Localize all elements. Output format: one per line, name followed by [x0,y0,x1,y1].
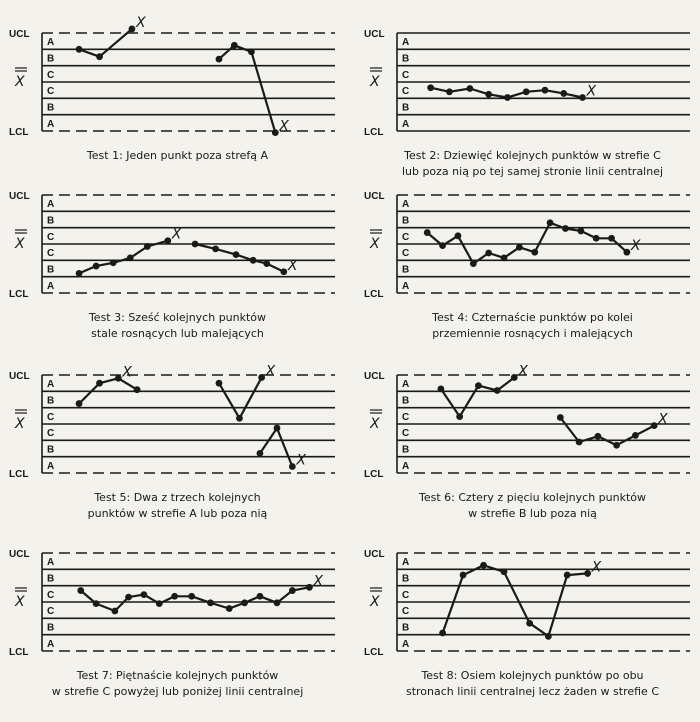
data-point [439,630,446,637]
zone-label-b: B [402,264,410,276]
zone-label-c: C [402,411,410,423]
caption-line: Test 8: Osiem kolejnych punktów po obu [421,669,644,682]
test-4-caption [360,310,700,342]
caption-line: w strefie C powyżej lub poniżej linii centralnej [51,685,304,698]
data-point [289,587,296,594]
data-point [576,439,583,446]
violation-marker: X [279,118,289,135]
center-line-label [369,68,382,90]
caption-line: Test 3: Sześć kolejnych punktów [88,311,267,324]
caption-line: Test 6: Cztery z pięciu kolejnych punktów [419,491,646,504]
lcl-label: LCL [364,289,384,300]
violation-marker: X [287,257,298,274]
zone-label-a: A [47,460,55,472]
zone-label-b: B [47,573,55,585]
data-point [144,243,151,250]
ucl-label: UCL [9,371,30,382]
violation-marker: X [630,238,641,255]
data-point [306,584,313,591]
test-3-chart [5,182,350,302]
caption-line: stale rosnących lub malejących [91,327,264,340]
ucl-label: UCL [364,191,385,202]
data-point [593,235,600,242]
data-point [651,422,658,429]
test-3-caption [5,310,350,342]
violation-marker: X [122,364,132,381]
data-point [526,620,533,627]
zone-label-c: C [402,86,410,98]
center-line-label [369,230,382,252]
test-5-chart [5,362,350,482]
zone-label-a: A [402,37,410,49]
center-line-label [14,410,27,432]
caption-line: stronach linii centralnej lecz żaden w strefie C [405,685,660,698]
zone-label-b: B [402,215,410,227]
caption-line: Test 4: Czternaście punktów po kolei [432,311,633,324]
data-point [439,242,446,249]
data-point [188,593,195,600]
data-point [485,250,492,257]
zone-label-c: C [47,69,55,81]
lcl-label: LCL [9,647,29,658]
zone-label-c: C [47,428,55,440]
data-point [562,225,569,232]
zone-label-a: A [47,118,55,130]
svg-text:X: X [370,74,380,90]
zone-label-c: C [402,428,410,440]
data-point [241,599,248,606]
data-point [557,414,564,421]
violation-marker: X [518,363,528,380]
ucl-label: UCL [9,29,30,40]
violation-marker: X [313,573,323,590]
violation-marker: X [171,226,182,243]
data-point [231,42,238,49]
ucl-label: UCL [9,191,30,202]
violation-marker: X [591,559,602,576]
data-point [164,237,171,244]
svg-text:X: X [15,416,25,432]
lcl-label: LCL [364,647,384,658]
zone-label-c: C [47,606,55,618]
data-series-2 [219,378,262,419]
data-point [446,88,453,95]
data-point [93,263,100,270]
data-point [579,94,586,101]
zone-label-a: A [47,37,55,49]
lcl-label: LCL [9,469,29,480]
data-point [129,26,136,33]
test-6-chart [360,362,700,482]
data-point [577,228,584,235]
data-point [516,244,523,251]
data-point [564,572,571,579]
data-point [427,84,434,91]
zone-label-b: B [47,622,55,634]
zone-label-a: A [402,199,410,211]
lcl-label: LCL [364,127,384,138]
data-point [613,442,620,449]
ucl-label: UCL [364,371,385,382]
data-point [257,450,264,457]
zone-label-a: A [402,460,410,472]
data-point [216,380,223,387]
center-line-label [14,588,27,610]
data-point [250,257,257,264]
data-point [511,374,518,381]
data-point [466,85,473,92]
test-7-caption [5,668,350,700]
data-point [280,268,287,275]
center-line-label [14,230,27,252]
test-8-chart [360,540,700,660]
data-point [523,88,530,95]
data-point [216,56,223,63]
zone-label-a: A [402,557,410,569]
data-point [545,633,552,640]
caption-line: w strefie B lub poza nią [468,507,597,520]
data-point [156,600,163,607]
zone-label-b: B [47,102,55,114]
data-point [424,229,431,236]
ucl-label: UCL [364,549,385,560]
zone-label-a: A [47,199,55,211]
data-series-2 [195,244,284,272]
data-point [236,415,243,422]
svg-text:X: X [370,236,380,252]
violation-marker: X [658,411,668,428]
lcl-label: LCL [9,127,29,138]
zone-label-c: C [402,248,410,260]
data-point [455,232,462,239]
data-point [274,425,281,432]
violation-marker: X [586,83,597,100]
data-point [127,254,134,261]
data-series-1 [79,241,168,274]
zone-label-a: A [402,379,410,391]
zone-label-b: B [47,444,55,456]
data-point [608,235,615,242]
zone-label-a: A [47,280,55,292]
svg-text:X: X [370,416,380,432]
center-line-label [369,410,382,432]
data-point [192,241,199,248]
data-point [76,46,83,53]
data-series-2 [219,45,275,132]
data-point [134,386,141,393]
data-point [207,599,214,606]
test-2-caption [360,148,700,180]
zone-label-c: C [47,231,55,243]
data-point [125,594,132,601]
zone-label-b: B [402,395,410,407]
zone-label-a: A [402,280,410,292]
data-point [248,48,255,55]
caption-line: Test 2: Dziewięć kolejnych punktów w strefie C [404,149,661,162]
test-2-chart [360,20,700,140]
lcl-label: LCL [9,289,29,300]
ucl-label: UCL [9,549,30,560]
data-point [437,385,444,392]
lcl-label: LCL [364,469,384,480]
data-point [93,600,100,607]
data-point [258,374,265,381]
zone-label-b: B [47,395,55,407]
zone-label-b: B [47,53,55,65]
data-point [272,129,279,136]
data-point [110,259,117,266]
data-point [560,90,567,97]
data-point [547,219,554,226]
svg-text:X: X [15,594,25,610]
center-line-label [14,68,27,90]
data-point [480,562,487,569]
caption-line: lub poza nią po tej samej stronie linii centralnej [401,165,664,178]
zone-label-a: A [47,557,55,569]
violation-marker: X [296,452,306,469]
data-point [289,463,296,470]
test-4-chart [360,182,700,302]
data-point [141,591,148,598]
zone-label-c: C [47,411,55,423]
data-point [115,375,122,382]
data-point [501,254,508,261]
zone-label-c: C [402,589,410,601]
zone-label-c: C [402,231,410,243]
center-line-label [369,588,382,610]
zone-label-c: C [402,69,410,81]
zone-label-a: A [47,379,55,391]
data-point [594,433,601,440]
test-8-caption [360,668,700,700]
data-point [475,382,482,389]
data-series-3 [260,428,292,466]
data-point [623,249,630,256]
zone-label-b: B [402,573,410,585]
zone-label-b: B [47,215,55,227]
zone-label-b: B [402,102,410,114]
data-point [263,260,270,267]
test-6-caption [360,490,700,522]
zone-label-c: C [402,606,410,618]
zone-label-a: A [47,638,55,650]
data-point [111,608,118,615]
test-7-chart [5,540,350,660]
data-point [77,587,84,594]
data-point [501,568,508,575]
test-1-chart [5,14,350,140]
data-point [226,605,233,612]
zone-label-b: B [47,264,55,276]
data-point [542,87,549,94]
caption-line: Test 1: Jeden punkt poza strefą A [86,149,269,162]
data-point [76,400,83,407]
data-point [460,572,467,579]
data-point [456,413,463,420]
test-5-caption [5,490,350,522]
data-point [96,380,103,387]
caption-line: punktów w strefie A lub poza nią [87,507,268,520]
data-point [257,593,264,600]
svg-text:X: X [15,236,25,252]
zone-label-b: B [402,53,410,65]
data-point [274,599,281,606]
data-point [584,570,591,577]
data-point [470,260,477,267]
ucl-label: UCL [364,29,385,40]
data-point [76,270,83,277]
caption-line: przemiennie rosnących i malejących [432,327,633,340]
data-point [632,432,639,439]
data-series-1 [81,587,310,611]
violation-marker: X [135,14,146,31]
zone-label-a: A [402,638,410,650]
zone-label-c: C [47,86,55,98]
data-point [494,387,501,394]
zone-label-c: C [47,589,55,601]
data-point [171,593,178,600]
data-point [485,91,492,98]
violation-marker: X [265,363,276,380]
caption-line: Test 5: Dwa z trzech kolejnych [94,491,261,504]
data-point [233,251,240,258]
data-point [212,246,219,253]
zone-label-a: A [402,118,410,130]
data-point [531,249,538,256]
data-series-1 [79,29,132,57]
zone-label-c: C [47,248,55,260]
svg-text:X: X [370,594,380,610]
data-point [504,94,511,101]
zone-label-b: B [402,622,410,634]
data-point [96,53,103,60]
test-1-caption [5,148,350,164]
caption-line: Test 7: Piętnaście kolejnych punktów [76,669,279,682]
zone-label-b: B [402,444,410,456]
svg-text:X: X [15,74,25,90]
